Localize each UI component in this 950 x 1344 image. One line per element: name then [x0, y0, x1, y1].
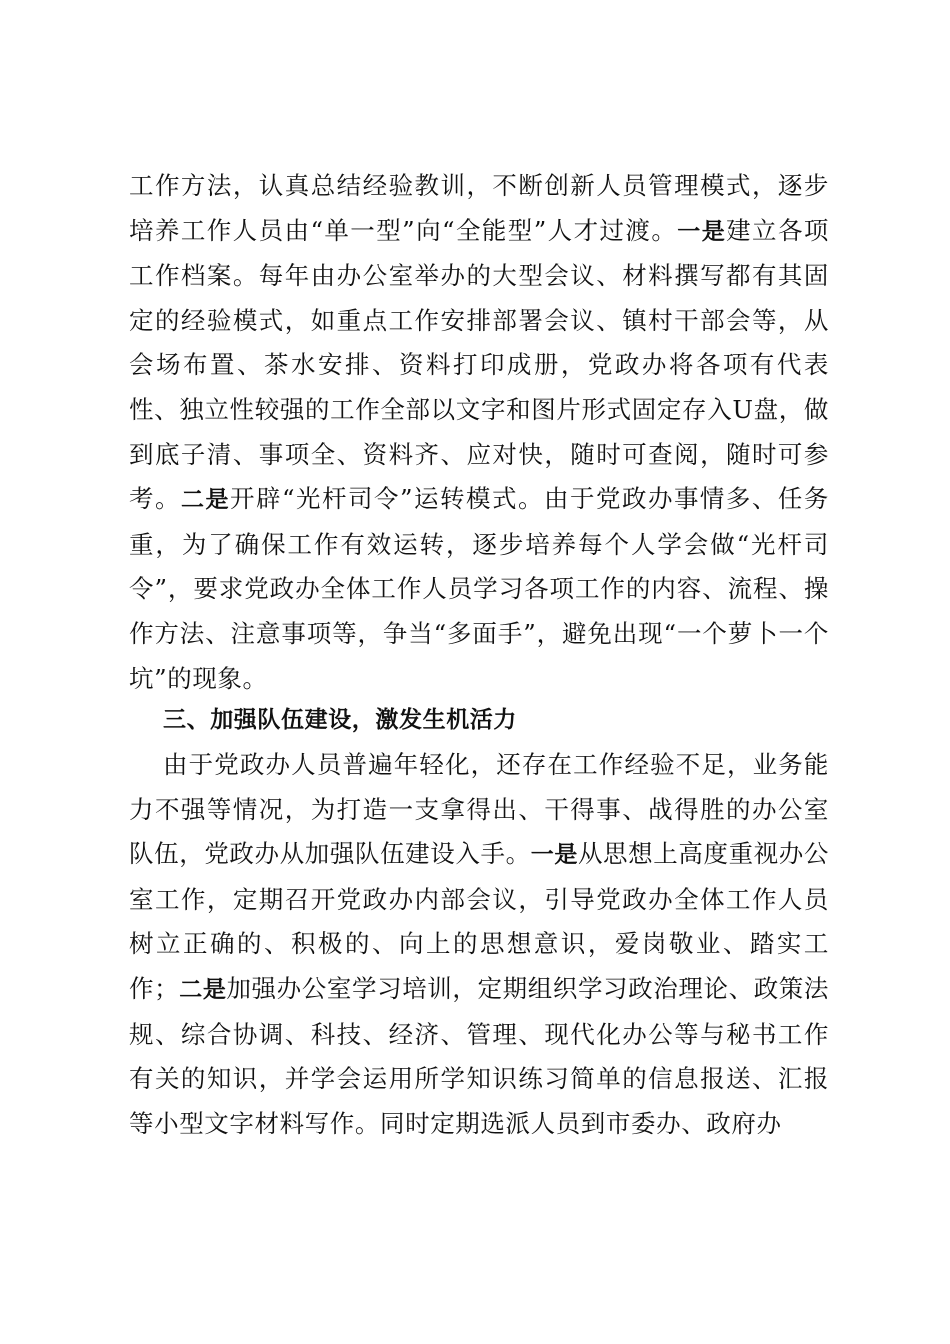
paragraph-2-marker-one: 一是	[530, 842, 578, 869]
paragraph-2-text-b: 从思想上高度重视办公室工作，定期召开党政办内部会议，引导党政办全体工作人员树立正确的、积极的、向上的思想意识，爱岗敬业、踏实工作；	[129, 839, 829, 1003]
paragraph-2-marker-two: 二是	[179, 976, 227, 1003]
body-paragraph-2	[129, 743, 829, 1146]
paragraph-1-text-c: 开辟“光杆司令”运转模式。由于党政办事情多、任务重，为了确保工作有效运转，逐步培养每个人学会做“光杆司令”，要求党政办全体工作人员学习各项工作的内容、流程、操作方法、注意事项等，争当“多面手”，避免出现“一个萝卜一个坑”的现象。	[129, 484, 830, 693]
paragraph-2-text-a: 由于党政办人员普遍年轻化，还存在工作经验不足，业务能力不强等情况，为打造一支拿得出、干得事、战得胜的办公室队伍，党政办从加强队伍建设入手。	[129, 750, 829, 869]
paragraph-2-text-c: 加强办公室学习培训，定期组织学习政治理论、政策法规、综合协调、科技、经济、管理、现代化办公等与秘书工作有关的知识，并学会运用所学知识练习简单的信息报送、汇报等小型文字材料写作。同时定期选派人员到市委办、政府办	[129, 973, 830, 1138]
section-heading: 三、加强队伍建设，激发生机活力	[163, 707, 517, 733]
paragraph-1-text-b: 建立各项工作档案。每年由办公室举办的大型会议、材料撰写都有其固定的经验模式，如重点工作安排部署会议、镇村干部会等，从会场布置、茶水安排、资料打印成册，党政办将各项有代表性、独立性较强的工作全部以文字和图片形式固定存入U盘，做到底子清、事项全、资料齐、应对快，随时可查阅，随时可参考。	[129, 215, 829, 514]
paragraph-1-text-a: 工作方法，认真总结经验教训，不断创新人员管理模式，逐步培养工作人员由“单一型”向“全能型”人才过渡。	[129, 171, 829, 245]
paragraph-1-marker-two: 二是	[181, 487, 230, 514]
body-paragraph-1	[129, 164, 829, 701]
paragraph-1-marker-one: 一是	[677, 218, 727, 245]
